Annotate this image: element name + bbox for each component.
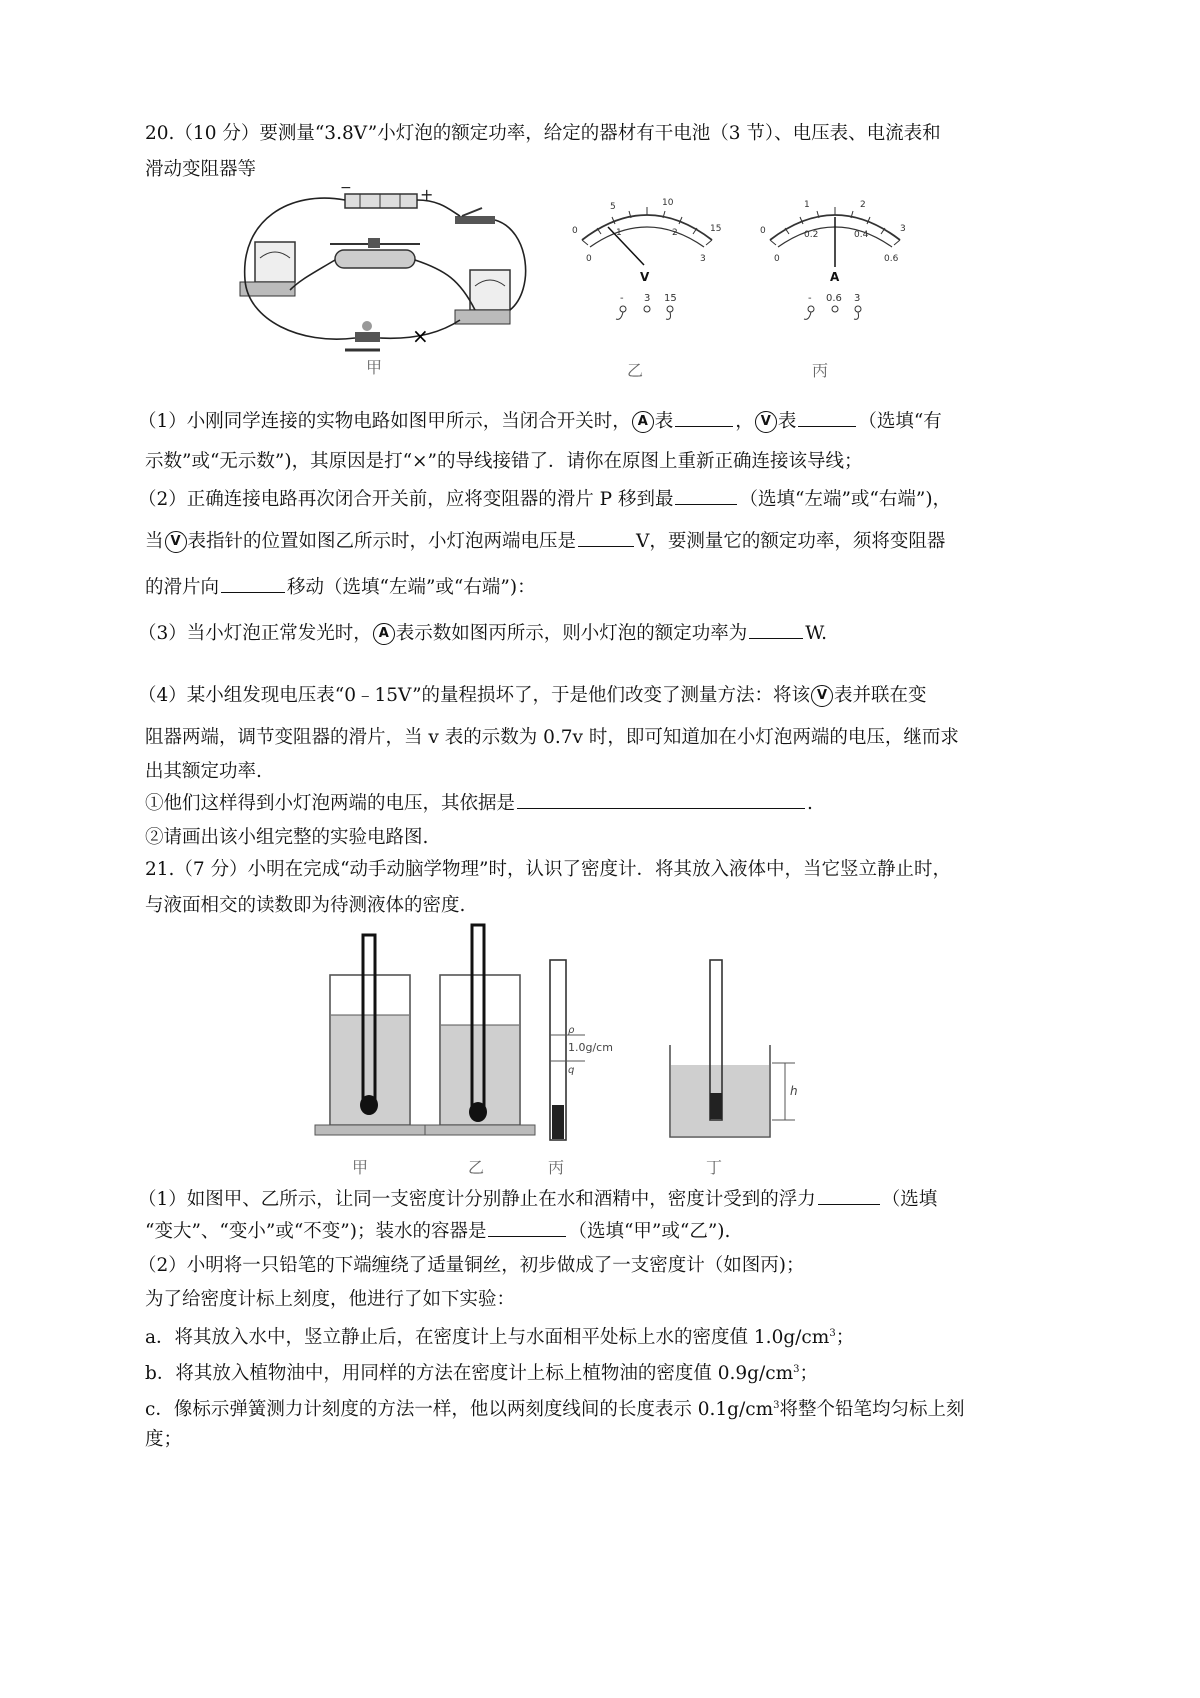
a-terminal-06: 0.6 xyxy=(826,293,842,304)
a-bot-06: 0.6 xyxy=(884,254,899,264)
hydrometer-figures xyxy=(300,915,820,1175)
a-bot-0: 0 xyxy=(774,254,780,264)
q20-p2-d: 表指针的位置如图乙所示时，小灯泡两端电压是 xyxy=(187,531,577,552)
voltmeter-needle xyxy=(608,227,644,265)
v-top-15: 15 xyxy=(710,224,722,234)
semicolon: ； xyxy=(799,1363,819,1385)
voltmeter-icon: V xyxy=(755,411,777,433)
battery-minus-sign: − xyxy=(340,180,352,196)
left-meter xyxy=(255,242,295,282)
q20-p1-d: 表 xyxy=(777,411,797,432)
answer-blank[interactable] xyxy=(798,408,856,427)
q20-p2-a: （2）正确连接电路再次闭合开关前，应将变阻器的滑片 P 移到最 xyxy=(138,489,674,510)
v-bot-1: 1 xyxy=(616,228,622,238)
wrong-wire-mark: × xyxy=(412,324,429,348)
voltmeter-dial-yi xyxy=(572,195,722,345)
q20-part1-line2: 示数”或“无示数”)，其原因是打“×”的导线接错了．请你在原图上重新正确连接该导线； xyxy=(145,451,863,472)
a-terminal-minus: - xyxy=(808,293,812,304)
a-bot-04: 0.4 xyxy=(854,230,869,240)
q20-p1-b: 表 xyxy=(654,411,674,432)
q20-p2-g: 移动（选填“左端”或“右端”)： xyxy=(287,577,536,598)
q21-part2-line2: 为了给密度计标上刻度，他进行了如下实验： xyxy=(145,1289,516,1310)
a-bot-02: 0.2 xyxy=(804,230,819,240)
bing-label-density: 1.0g/cm xyxy=(568,1041,613,1054)
caption-ding-21: 丁 xyxy=(706,1158,723,1177)
sup-3: 3 xyxy=(773,1400,780,1411)
q21-part1-line2 xyxy=(145,1218,730,1246)
circuit-figure-jia xyxy=(230,180,540,380)
ding-label-h: h xyxy=(790,1084,798,1098)
q20-part4-q2: ②请画出该小组完整的实验电路图. xyxy=(145,827,429,848)
answer-blank[interactable] xyxy=(675,486,737,505)
q21-p1-line2-b: （选填“甲”或“乙”). xyxy=(568,1221,731,1242)
q20-part2-line1 xyxy=(138,486,951,514)
q20-p3-c: W. xyxy=(805,623,827,644)
q21-step-a xyxy=(145,1320,854,1352)
lamp-holder xyxy=(355,332,380,342)
v-bot-0: 0 xyxy=(586,254,592,264)
switch xyxy=(455,216,495,224)
q21-p1-a: （1）如图甲、乙所示，让同一支密度计分别静止在水和酒精中，密度计受到的浮力 xyxy=(138,1189,816,1210)
v-terminal-minus: - xyxy=(620,293,624,304)
q20-p4-a: （4）某小组发现电压表“0﹣15V”的量程损坏了，于是他们改变了测量方法：将该 xyxy=(138,685,811,706)
q21-b-text: b．将其放入植物油中，用同样的方法在密度计上标上植物油的密度值 0.9g/cm xyxy=(145,1363,794,1385)
q21-p1-b: （选填 xyxy=(881,1189,938,1210)
semicolon: ； xyxy=(835,1327,855,1349)
v-terminal-15: 15 xyxy=(664,293,677,304)
q20-p1-e: （选填“有 xyxy=(858,411,942,432)
a-top-1: 1 xyxy=(804,200,810,210)
q20-p4-q1-b: . xyxy=(807,793,813,814)
q21-part2-line1: （2）小明将一只铅笔的下端缠绕了适量铜丝，初步做成了一支密度计（如图丙)； xyxy=(138,1255,805,1276)
answer-blank[interactable] xyxy=(749,620,803,639)
q20-part2-line2 xyxy=(145,528,945,556)
q21-intro-line1: 21.（7 分）小明在完成“动手动脑学物理”时，认识了密度计．将其放入液体中，当它竖立静止时， xyxy=(145,859,951,880)
q20-p1-a: （1）小刚同学连接的实物电路如图甲所示，当闭合开关时， xyxy=(138,411,631,432)
q20-p3-a: （3）当小灯泡正常发光时， xyxy=(138,623,372,644)
q20-part4-line1 xyxy=(138,682,927,710)
caption-jia-21: 甲 xyxy=(352,1158,369,1177)
caption-bing: 丙 xyxy=(812,361,829,380)
q20-part1-line1 xyxy=(138,408,942,436)
q20-part2-line3 xyxy=(145,574,536,602)
a-top-2: 2 xyxy=(860,200,866,210)
battery-pack xyxy=(345,194,417,208)
a-top-0: 0 xyxy=(760,226,766,236)
q20-part4-q1 xyxy=(145,790,813,818)
q21-intro-line2: 与液面相交的读数即为待测液体的密度. xyxy=(145,895,466,916)
beaker-ding xyxy=(670,960,798,1137)
pencil-hydrometer-bing xyxy=(550,960,613,1140)
bing-label-rho: ρ xyxy=(568,1025,575,1036)
answer-blank[interactable] xyxy=(221,574,285,593)
caption-bing-21: 丙 xyxy=(548,1158,565,1177)
answer-blank[interactable] xyxy=(517,790,805,809)
bing-label-q: q xyxy=(568,1065,575,1076)
battery-plus-sign: + xyxy=(420,185,434,204)
voltmeter-icon: V xyxy=(165,531,187,553)
ammeter-dial-bing xyxy=(760,195,910,345)
sup-3: 3 xyxy=(829,1328,836,1339)
caption-jia: 甲 xyxy=(366,358,383,377)
q21-c-text-b: 将整个铅笔均匀标上刻 xyxy=(779,1399,965,1421)
q20-p2-f: 的滑片向 xyxy=(145,577,220,598)
answer-blank[interactable] xyxy=(675,408,733,427)
q21-step-b xyxy=(145,1356,818,1388)
q20-part4-line2: 阻器两端，调节变阻器的滑片，当 v 表的示数为 0.7v 时，即可知道加在小灯泡两端的电压，继而求 xyxy=(145,727,959,748)
a-terminal-3: 3 xyxy=(854,293,861,304)
voltmeter-symbol: V xyxy=(640,270,650,284)
q20-part3 xyxy=(138,620,827,648)
right-meter xyxy=(470,270,510,310)
rheostat xyxy=(335,250,415,268)
a-top-3: 3 xyxy=(900,224,906,234)
ammeter-icon: A xyxy=(373,623,395,645)
q20-p2-b: （选填“左端”或“右端”)， xyxy=(739,489,952,510)
sup-3: 3 xyxy=(793,1364,800,1375)
q21-step-c-line2: 度； xyxy=(145,1429,183,1450)
ammeter-icon: A xyxy=(632,411,654,433)
q20-p3-b: 表示数如图丙所示，则小灯泡的额定功率为 xyxy=(395,623,748,644)
cylinder-yi xyxy=(425,925,535,1135)
answer-blank[interactable] xyxy=(488,1218,566,1237)
answer-blank[interactable] xyxy=(818,1186,880,1205)
q20-p4-b: 表并联在变 xyxy=(834,685,927,706)
q20-part4-line3: 出其额定功率. xyxy=(145,761,262,782)
q20-intro-line1: 20.（10 分）要测量“3.8V”小灯泡的额定功率，给定的器材有干电池（3 节）、电压表、电流表和 xyxy=(145,123,941,144)
v-top-5: 5 xyxy=(610,202,616,212)
v-terminal-3: 3 xyxy=(644,293,651,304)
v-top-10: 10 xyxy=(662,198,674,208)
cylinder-jia xyxy=(315,935,425,1135)
v-top-0: 0 xyxy=(572,226,578,236)
v-bot-2: 2 xyxy=(672,228,678,238)
v-bot-3: 3 xyxy=(700,254,706,264)
q21-part1-line1 xyxy=(138,1186,937,1214)
q20-p2-e: V，要测量它的额定功率，须将变阻器 xyxy=(636,531,946,552)
q21-p1-line2-a: “变大”、“变小”或“不变”)；装水的容器是 xyxy=(145,1221,487,1242)
caption-yi: 乙 xyxy=(627,361,644,380)
q20-p1-c: ， xyxy=(735,411,754,432)
voltmeter-icon: V xyxy=(811,685,833,707)
q21-a-text: a．将其放入水中，竖立静止后，在密度计上与水面相平处标上水的密度值 1.0g/cm xyxy=(145,1327,830,1349)
q20-intro-line2: 滑动变阻器等 xyxy=(145,159,257,180)
q20-p2-c: 当 xyxy=(145,531,164,552)
answer-blank[interactable] xyxy=(578,528,634,547)
caption-yi-21: 乙 xyxy=(468,1158,485,1177)
ammeter-symbol: A xyxy=(830,270,840,284)
q21-c-text-a: c．像标示弹簧测力计刻度的方法一样，他以两刻度线间的长度表示 0.1g/cm xyxy=(145,1399,774,1421)
q20-p4-q1-a: ①他们这样得到小灯泡两端的电压，其依据是 xyxy=(145,793,516,814)
q21-step-c-line1 xyxy=(145,1392,965,1424)
